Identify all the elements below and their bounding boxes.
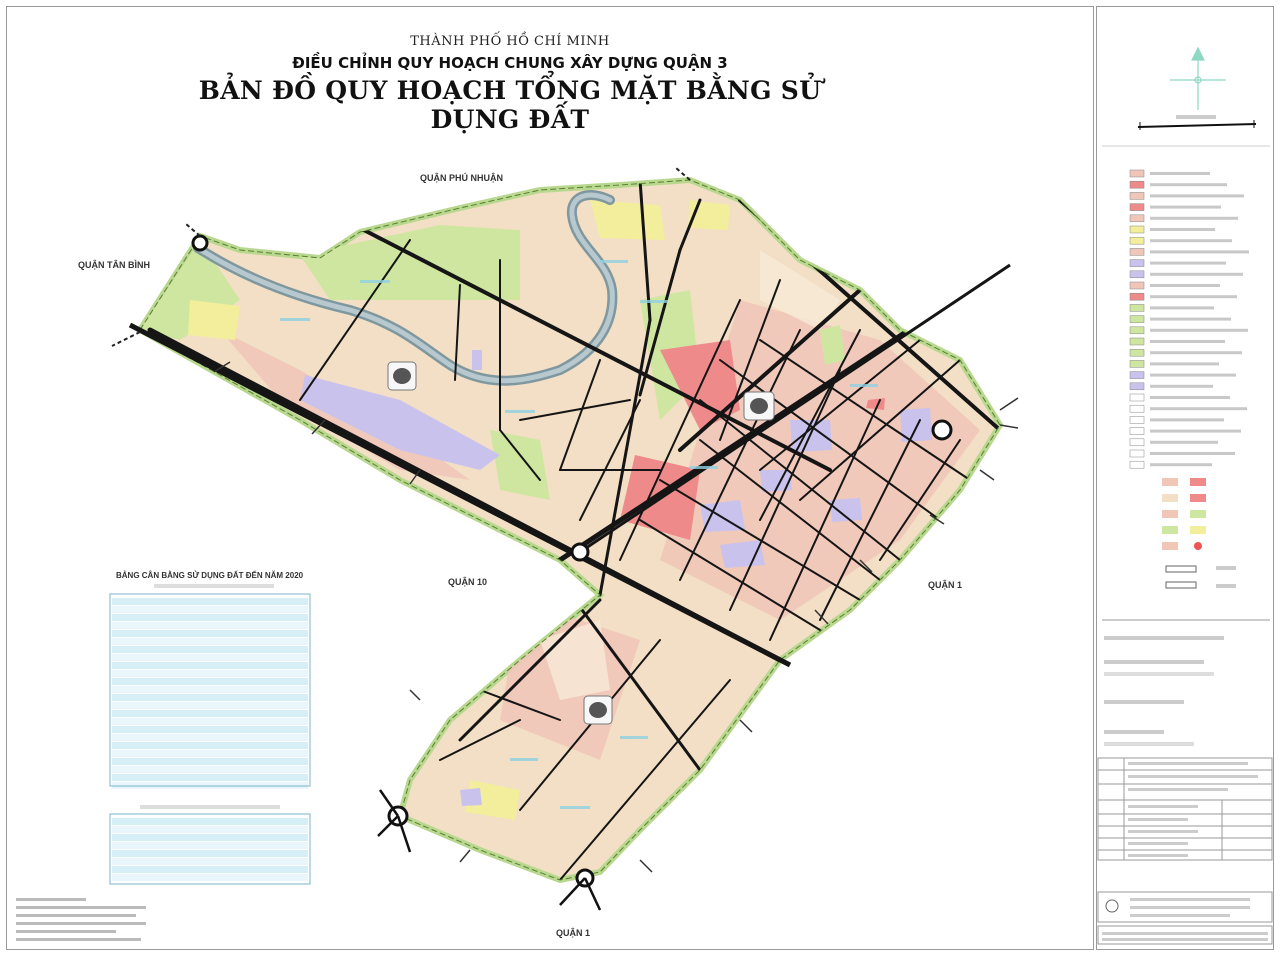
label-quan-1-south: QUẬN 1: [556, 928, 591, 938]
table-row: [112, 598, 308, 605]
legend-swatch: [1130, 170, 1144, 177]
legend-swatch: [1130, 349, 1144, 356]
legend-swatch: [1130, 304, 1144, 311]
legend-text-line: [1150, 374, 1236, 377]
legend-text-line: [1150, 239, 1232, 242]
map-notes: [16, 898, 146, 941]
legend-text-line: [1150, 273, 1243, 276]
legend-swatch: [1130, 271, 1144, 278]
north-arrow: [1170, 48, 1226, 110]
table-row: [112, 858, 308, 865]
table-row: [112, 774, 308, 781]
legend-text-line: [1150, 407, 1247, 410]
legend-text-line: [1150, 396, 1230, 399]
table-row: [112, 686, 308, 693]
table-row: [112, 750, 308, 757]
legend-text-line: [1150, 329, 1248, 332]
table-row: [112, 734, 308, 741]
scale-bar: [1138, 115, 1256, 130]
legend-text-line: [1150, 430, 1241, 433]
table-row: [112, 606, 308, 613]
legend-swatch: [1130, 372, 1144, 379]
legend-swatch: [1130, 204, 1144, 211]
legend-swatch: [1130, 405, 1144, 412]
legend-text-line: [1150, 318, 1231, 321]
table-row: [112, 874, 308, 881]
label-quan-1: QUẬN 1: [928, 580, 963, 590]
legend-swatch: [1130, 461, 1144, 468]
table-row: [112, 678, 308, 685]
legend-text-line: [1150, 262, 1226, 265]
table-row: [112, 718, 308, 725]
approval-block: [1104, 636, 1224, 746]
legend-swatch: [1130, 327, 1144, 334]
table-row: [112, 834, 308, 841]
table-row: [112, 646, 308, 653]
legend-swatch: [1130, 383, 1144, 390]
table-row: [112, 710, 308, 717]
legend-swatch: [1130, 192, 1144, 199]
legend-swatch: [1130, 439, 1144, 446]
legend-text-line: [1150, 172, 1210, 175]
legend-swatch: [1130, 428, 1144, 435]
legend: [1130, 170, 1249, 468]
legend-swatch: [1130, 215, 1144, 222]
legend-swatch: [1130, 394, 1144, 401]
table-row: [112, 866, 308, 873]
legend-text-line: [1150, 295, 1237, 298]
legend-text-line: [1150, 463, 1212, 466]
table-row: [112, 726, 308, 733]
table-row: [112, 622, 308, 629]
legend-swatch: [1130, 282, 1144, 289]
legend-swatch: [1130, 248, 1144, 255]
legend-swatch: [1130, 416, 1144, 423]
table-title: BẢNG CÂN BẰNG SỬ DỤNG ĐẤT ĐẾN NĂM 2020: [116, 571, 304, 580]
land-use-table: [110, 570, 310, 884]
legend-swatch: [1130, 260, 1144, 267]
table-row: [112, 694, 308, 701]
legend-swatch: [1130, 237, 1144, 244]
table-row: [112, 702, 308, 709]
legend-swatches-extra: [1162, 478, 1236, 588]
legend-text-line: [1150, 340, 1225, 343]
legend-swatch: [1130, 181, 1144, 188]
organization-stamp: [1098, 892, 1272, 944]
map-title: BẢN ĐỒ QUY HOẠCH TỔNG MẶT BẰNG SỬ DỤNG ĐẤT: [198, 76, 822, 134]
label-tan-binh: QUẬN TÂN BÌNH: [78, 260, 150, 270]
city-name: THÀNH PHỐ HỒ CHÍ MINH: [410, 34, 610, 49]
legend-swatch: [1130, 338, 1144, 345]
plan-subtitle: ĐIỀU CHỈNH QUY HOẠCH CHUNG XÂY DỰNG QUẬN 3: [292, 54, 728, 72]
table-row: [112, 842, 308, 849]
legend-swatch: [1130, 226, 1144, 233]
label-quan-10: QUẬN 10: [448, 577, 488, 587]
legend-text-line: [1150, 452, 1235, 455]
legend-swatch: [1130, 450, 1144, 457]
legend-text-line: [1150, 362, 1219, 365]
label-phu-nhuan: QUẬN PHÚ NHUẬN: [420, 173, 503, 183]
table-row: [112, 670, 308, 677]
table-row: [112, 742, 308, 749]
table-row: [112, 826, 308, 833]
legend-text-line: [1150, 183, 1227, 186]
legend-text-line: [1150, 194, 1244, 197]
table-row: [112, 758, 308, 765]
table-row: [112, 662, 308, 669]
legend-text-line: [1150, 284, 1220, 287]
legend-swatch: [1130, 293, 1144, 300]
legend-text-line: [1150, 441, 1218, 444]
legend-text-line: [1150, 418, 1224, 421]
legend-text-line: [1150, 250, 1249, 253]
table-row: [112, 630, 308, 637]
table-row: [112, 766, 308, 773]
legend-text-line: [1150, 206, 1221, 209]
table-row: [112, 850, 308, 857]
legend-text-line: [1150, 228, 1215, 231]
table-row: [112, 638, 308, 645]
legend-text-line: [1150, 217, 1238, 220]
legend-swatch: [1130, 316, 1144, 323]
legend-text-line: [1150, 385, 1213, 388]
legend-swatch: [1130, 360, 1144, 367]
table-row: [112, 654, 308, 661]
table-row: [112, 614, 308, 621]
legend-text-line: [1150, 351, 1242, 354]
table-row: [112, 818, 308, 825]
legend-text-line: [1150, 306, 1214, 309]
